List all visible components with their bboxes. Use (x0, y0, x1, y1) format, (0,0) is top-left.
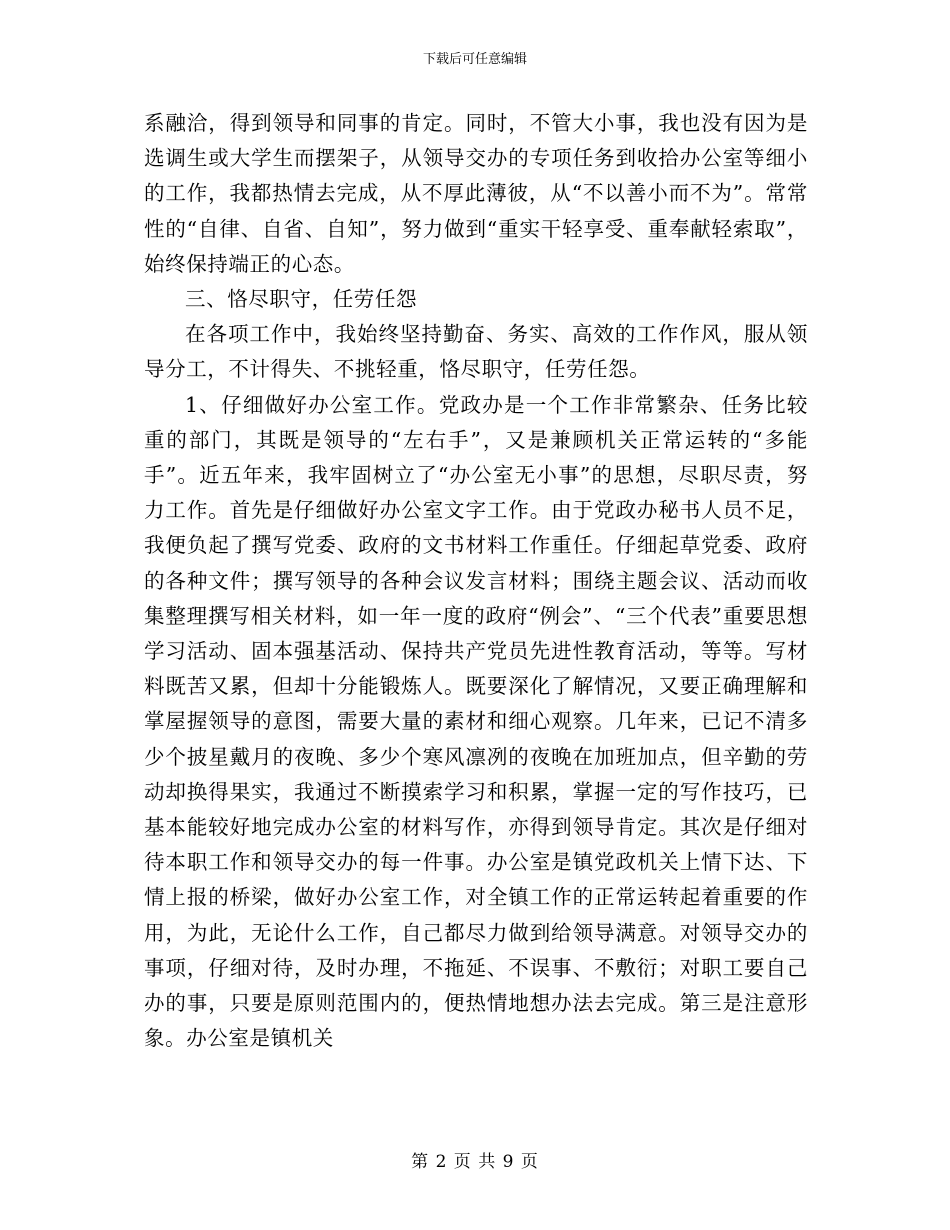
page-number: 第 2 页 共 9 页 (411, 1152, 539, 1172)
paragraph: 1、仔细做好办公室工作。党政办是一个工作非常繁杂、任务比较重的部门，其既是领导的“左右手”，又是兼顾机关正常运转的“多能手”。近五年来，我牢固树立了“办公室无小事”的思想，尽职尽责，努力工作。首先是仔细做好办公室文字工作。由于党政办秘书人员不足，我便负起了撰写党委、政府的文书材料工作重任。仔细起草党委、政府的各种文件；撰写领导的各种会议发言材料；围绕主题会议、活动而收集整理撰写相关材料，如一年一度的政府“例会”、“三个代表”重要思想学习活动、固本强基活动、保持共产党员先进性教育活动，等等。写材料既苦又累，但却十分能锻炼人。既要深化了解情况，又要正确理解和掌屋握领导的意图，需要大量的素材和细心观察。几年来，已记不清多少个披星戴月的夜晚、多少个寒风凛冽的夜晚在加班加点，但辛勤的劳动却换得果实，我通过不断摸索学习和积累，掌握一定的写作技巧，已基本能较好地完成办公室的材料写作，亦得到领导肯定。其次是仔细对待本职工作和领导交办的每一件事。办公室是镇党政机关上情下达、下情上报的桥梁，做好办公室工作，对全镇工作的正常运转起着重要的作用，为此，无论什么工作，自己都尽力做到给领导满意。对领导交办的事项，仔细对待，及时办理，不拖延、不误事、不敷衍；对职工要自己办的事，只要是原则范围内的，便热情地想办法去完成。第三是注意形象。办公室是镇机关 (144, 392, 808, 1051)
document-body (144, 106, 808, 1056)
paragraph-continued: 系融洽，得到领导和同事的肯定。同时，不管大小事，我也没有因为是选调生或大学生而摆架子，从领导交办的专项任务到收拾办公室等细小的工作，我都热情去完成，从不厚此薄彼，从“不以善小而不为”。常常性的“自律、自省、自知”，努力做到“重实干轻享受、重奉献轻索取”，始终保持端正的心态。 (144, 111, 808, 276)
page-header: 下载后可任意编辑 (422, 52, 527, 67)
paragraph: 在各项工作中，我始终坚持勤奋、务实、高效的工作作风，服从领导分工，不计得失、不挑轻重，恪尽职守，任劳任怨。 (144, 322, 808, 382)
section-heading: 三、恪尽职守，任劳任怨 (185, 287, 418, 312)
